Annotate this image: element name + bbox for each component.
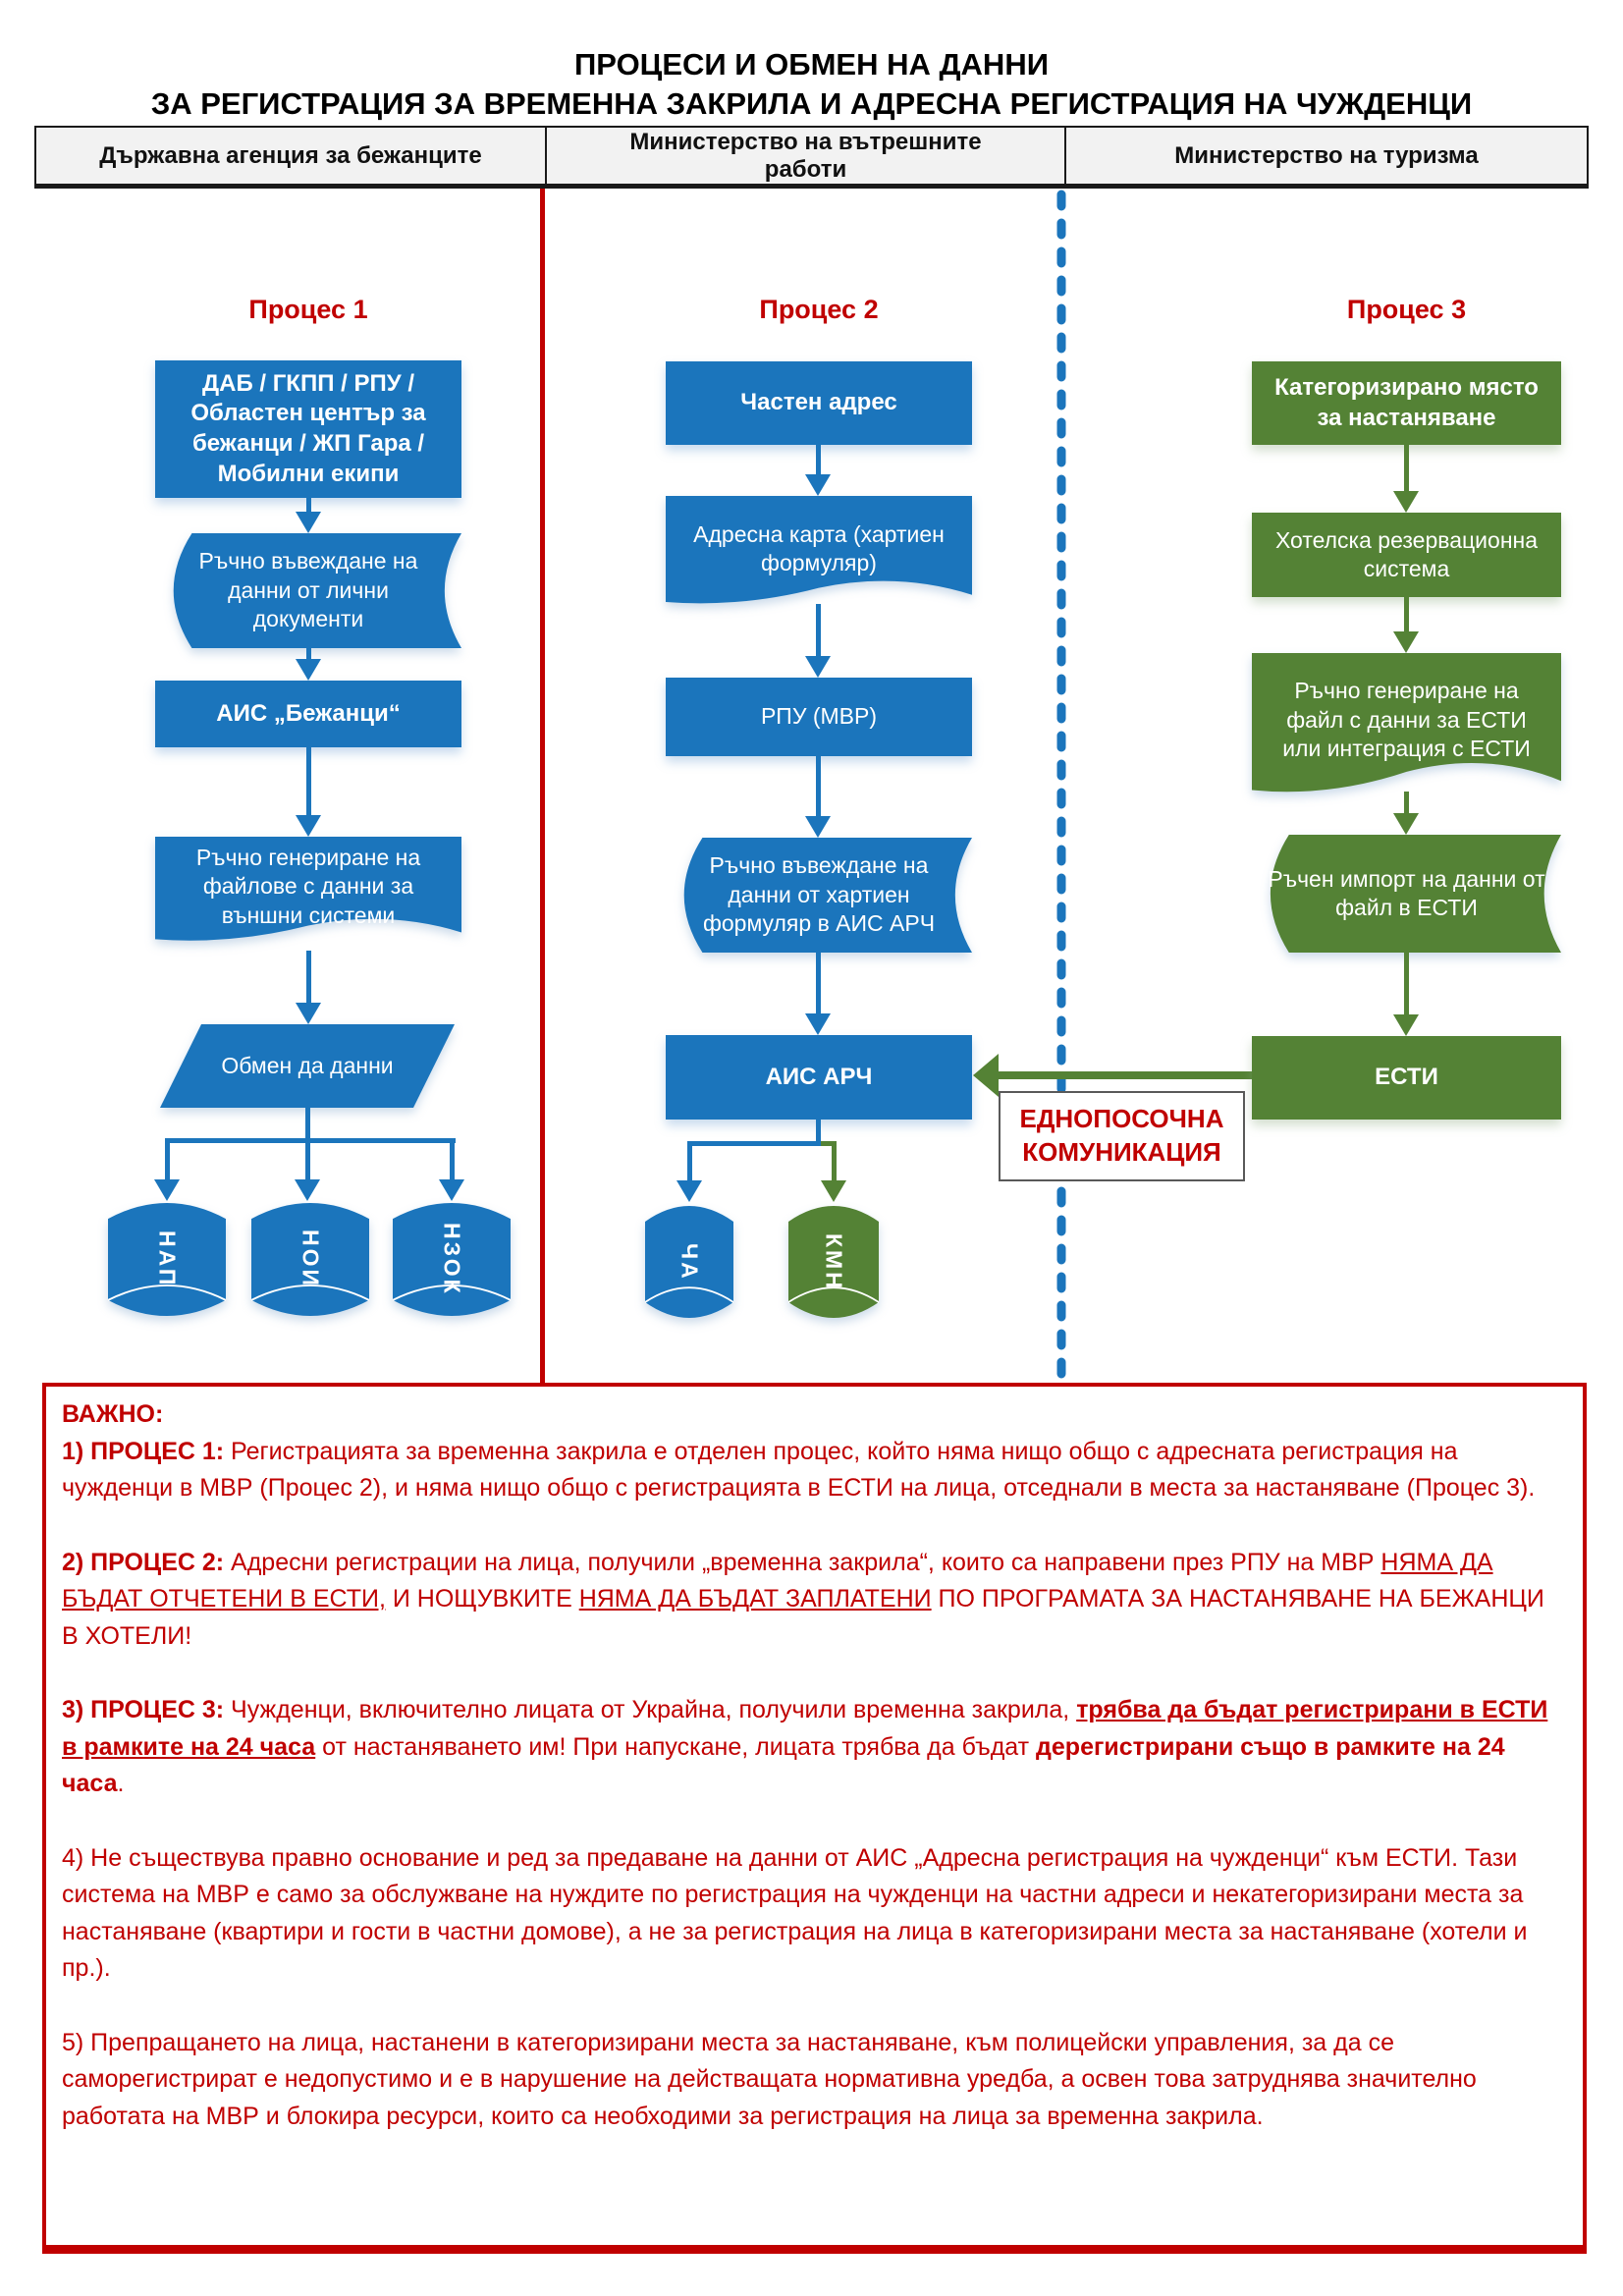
header-cell-tourism-ministry: Министерство на туризма [1064, 128, 1587, 184]
connector-line [305, 1138, 310, 1181]
process3-label: Процес 3 [1346, 295, 1467, 324]
note-paragraph: 1) ПРОЦЕС 1: Регистрацията за временна закрила е отделен процес, който няма нищо общо с адресната регистрация на чужденци в МВР (Процес 2), и няма нищо общо с регистрацията в ЕСТИ на лица, отседнали в места за настаняване (Процес 3). [62, 1437, 1536, 1502]
arrow-shaft [1404, 445, 1409, 493]
node-p2-private-address: Частен адрес [666, 361, 972, 445]
node-p1-source-points: ДАБ / ГКПП / РПУ / Областен център за бежанци / ЖП Гара / Мобилни екипи [155, 360, 461, 498]
arrow-down-icon [296, 512, 321, 533]
arrow-down-icon [805, 474, 831, 496]
process2-label: Процес 2 [759, 295, 879, 324]
arrow-down-icon [676, 1180, 702, 1202]
node-p2-address-card: Адресна карта (хартиен формуляр) [666, 496, 972, 614]
arrow-shaft [816, 604, 821, 658]
database-cha: ЧА [645, 1206, 733, 1318]
process1-label: Процес 1 [248, 295, 368, 324]
node-p1-ais-refugees: АИС „Бежанци“ [155, 681, 461, 747]
arrow-down-icon [805, 1013, 831, 1035]
arrow-shaft [1404, 792, 1409, 815]
arrow-shaft [816, 445, 821, 478]
note-paragraph: 4) Не съществува правно основание и ред за предаване на данни от АИС „Адресна регистрация на чужденци“ към ЕСТИ. Тази система на МВР е само за обслужване на нуждите по регистрация на чужденци на частни адреси и некатегоризирани места за настаняване (квартири и гости в частни домове), а не за регистрация на лица в категоризирани места за настаняване (хотели и пр.). [62, 1843, 1528, 1982]
arrow-down-icon [805, 656, 831, 678]
node-p1-data-exchange: Обмен да данни [160, 1024, 455, 1108]
arrow-down-icon [1393, 491, 1419, 513]
important-notes-box [42, 1383, 1587, 2254]
connector-line [165, 1138, 456, 1143]
node-p3-manual-file-generation: Ръчно генериране на файл с данни за ЕСТИ или интеграция с ЕСТИ [1252, 653, 1561, 805]
connector-line [450, 1138, 455, 1181]
database-kmn: КМН [788, 1206, 879, 1318]
page-title-line2: ЗА РЕГИСТРАЦИЯ ЗА ВРЕМЕННА ЗАКРИЛА И АДРЕСНА РЕГИСТРАЦИЯ НА ЧУЖДЕНЦИ [150, 86, 1473, 121]
node-p3-categorized-accommodation: Категоризирано място за настаняване [1252, 361, 1561, 445]
one-way-communication-label: ЕДНОПОСОЧНА КОМУНИКАЦИЯ [999, 1091, 1245, 1181]
arrow-down-icon [295, 1179, 320, 1201]
one-way-arrow-shaft [999, 1071, 1252, 1079]
arrow-down-icon [296, 659, 321, 681]
node-p3-hotel-reservation-system: Хотелска резервационна система [1252, 513, 1561, 597]
header-cell-refugee-agency: Държавна агенция за бежанците [99, 141, 482, 169]
notes-body [62, 1434, 1567, 2136]
database-nzok: НЗОК [393, 1203, 511, 1316]
database-nap: НАП [108, 1203, 226, 1316]
note-paragraph: 2) ПРОЦЕС 2: Адресни регистрации на лица, получили „временна закрила“, които са направени през РПУ на МВР НЯМА ДА БЪДАТ ОТЧЕТЕНИ В ЕСТИ, И НОЩУВКИТЕ НЯМА ДА БЪДАТ ЗАПЛАТЕНИ ПО ПРОГРАМАТА ЗА НАСТАНЯВАНЕ НА БЕЖАНЦИ В ХОТЕЛИ! [62, 1548, 1544, 1650]
arrow-shaft [816, 953, 821, 1015]
divider-dashed-line [1055, 189, 1067, 1383]
arrow-down-icon [805, 816, 831, 838]
arrow-shaft [1404, 597, 1409, 636]
divider-red-line [540, 189, 545, 1383]
node-p3-esti: ЕСТИ [1252, 1036, 1561, 1120]
arrow-shaft [1404, 953, 1409, 1016]
arrow-shaft [306, 951, 311, 1008]
node-p2-ais-arch: АИС АРЧ [666, 1035, 972, 1120]
header-cell-interior-ministry: Министерство на вътрешните работи [545, 128, 1064, 184]
node-p2-manual-entry: Ръчно въвеждане на данни от хартиен формуляр в АИС АРЧ [666, 838, 972, 953]
node-p1-manual-file-generation: Ръчно генериране на файлове с данни за външни системи [155, 837, 461, 951]
organization-header-row [34, 126, 1589, 189]
arrow-shaft [306, 747, 311, 817]
arrow-down-icon [1393, 631, 1419, 653]
note-paragraph: 5) Препращането на лица, настанени в категоризирани места за настаняване, към полицейски управления, за да се саморегистрират е недопустимо и е в нарушение на действащата нормативна уредба, а освен това затруднява значително работата на МВР и блокира ресурси, които са необходими за регистрация на лица за временна закрила. [62, 2028, 1477, 2130]
arrow-down-icon [1393, 813, 1419, 835]
arrow-down-icon [821, 1180, 846, 1202]
connector-line [687, 1141, 692, 1182]
arrow-down-icon [154, 1179, 180, 1201]
connector-line [832, 1141, 837, 1182]
node-p2-rpu-mvr: РПУ (МВР) [666, 678, 972, 756]
node-p3-manual-import: Ръчен импорт на данни от файл в ЕСТИ [1252, 835, 1561, 953]
arrow-down-icon [296, 815, 321, 837]
arrow-left-icon [973, 1054, 999, 1097]
note-paragraph: 3) ПРОЦЕС 3: Чужденци, включително лицата от Украйна, получили временна закрила, трябва да бъдат регистрирани в ЕСТИ в рамките на 24 часа от настаняването им! При напускане, лицата трябва да бъдат дерегистрирани също в рамките на 24 часа. [62, 1696, 1548, 1797]
arrow-shaft [816, 756, 821, 818]
arrow-down-icon [1393, 1014, 1419, 1036]
connector-line [687, 1141, 821, 1146]
database-noi: НОИ [251, 1203, 369, 1316]
node-p1-manual-entry: Ръчно въвеждане на данни от лични документи [155, 533, 461, 648]
connector-line [165, 1138, 170, 1181]
page-title-line1: ПРОЦЕСИ И ОБМЕН НА ДАННИ [574, 47, 1049, 82]
arrow-down-icon [296, 1003, 321, 1024]
notes-heading: ВАЖНО: [62, 1400, 164, 1428]
arrow-down-icon [439, 1179, 464, 1201]
